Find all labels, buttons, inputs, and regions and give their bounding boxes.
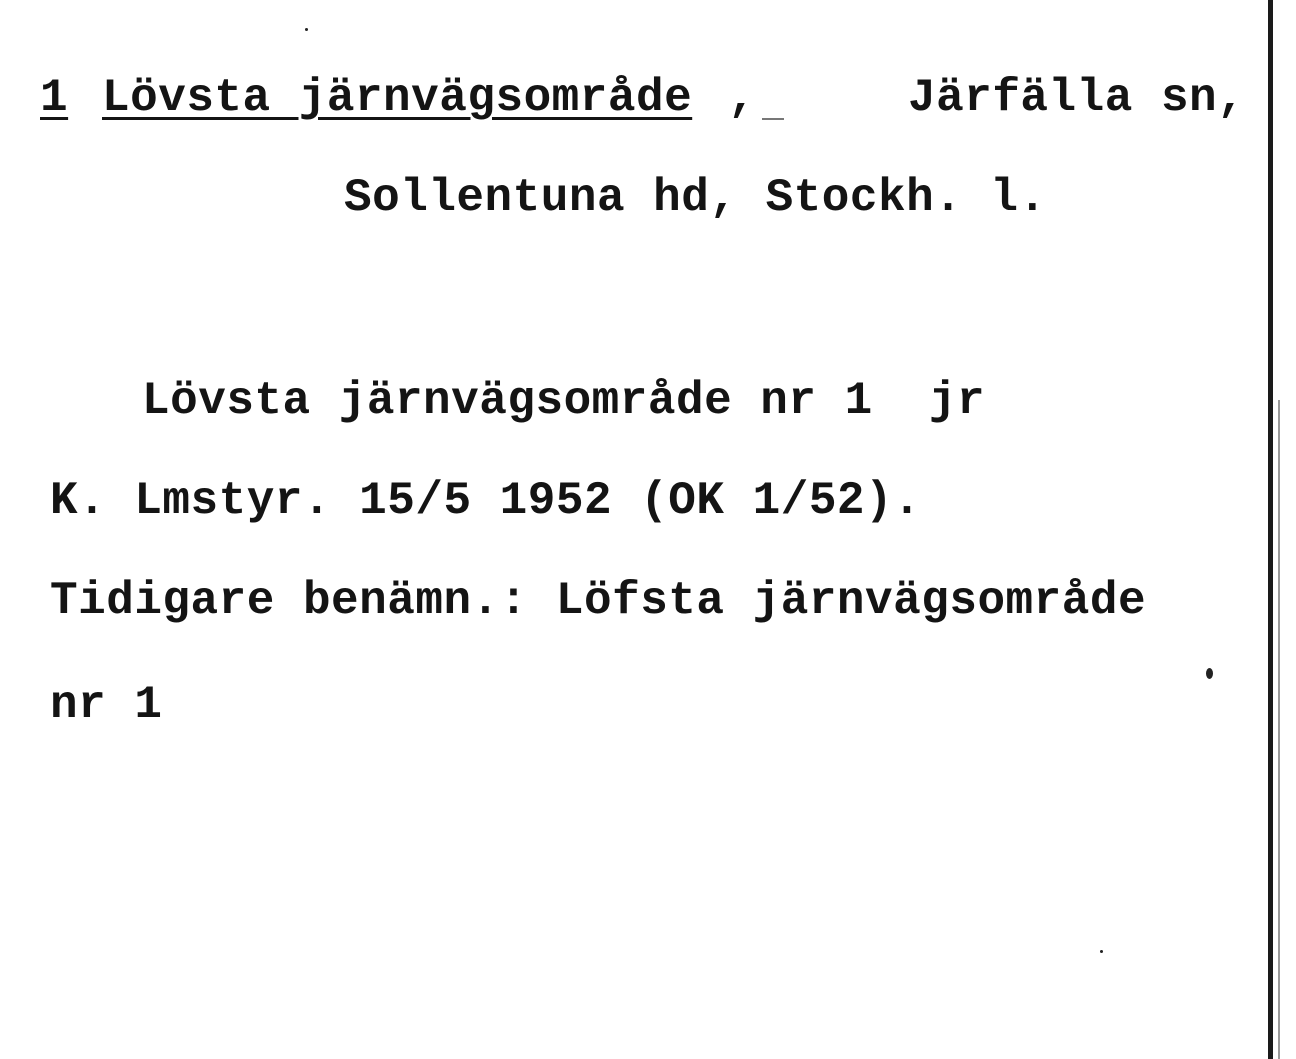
heading-location: Sollentuna hd, Stockh. l. — [344, 172, 1047, 224]
body-line-4: nr 1 — [50, 679, 163, 731]
heading-place-name: Lövsta järnvägsområde — [102, 72, 693, 124]
heading-number: 1 — [40, 72, 69, 124]
ink-dash — [762, 118, 784, 120]
ink-speck — [305, 28, 308, 31]
card-edge-shadow — [1278, 400, 1280, 1059]
body-line-2: K. Lmstyr. 15/5 1952 (OK 1/52). — [50, 475, 922, 527]
body-line-1: Lövsta järnvägsområde nr 1 jr — [142, 375, 986, 427]
card-edge-line — [1268, 0, 1273, 1059]
body-line-3: Tidigare benämn.: Löfsta järnvägsområde — [50, 575, 1147, 627]
heading-parish: Järfälla sn, — [908, 72, 1246, 124]
heading-comma: , — [728, 72, 757, 124]
ink-speck — [1100, 950, 1103, 953]
ink-speck — [1206, 668, 1213, 679]
